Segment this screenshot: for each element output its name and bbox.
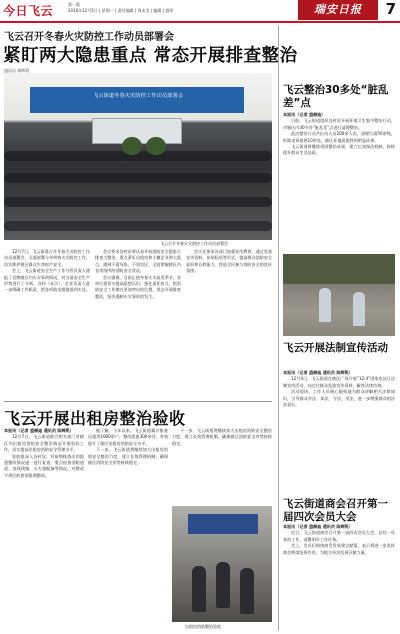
photo-person [192, 566, 206, 612]
section-divider [4, 401, 272, 402]
rental-photo-caption: 出租房消防整治验收 [185, 624, 221, 629]
article-paragraph: 12月7日，飞云街道联合相关部门对辖区内出租房消防安全整治情况开展验收工作，切实提高出租房消防安全管理水平。 [4, 434, 84, 453]
article-paragraph: 会上，飞云街道安全生产工作分管负责人通报了近期辖区内火灾事故情况，对当前安全生产形势进行了分析。各村（社区）、企业负责人进一步明确工作职责，把各项防范措施落到实处。 [4, 268, 90, 293]
photo-plant [146, 137, 166, 155]
meeting-photo [4, 73, 272, 240]
story1-body [283, 112, 395, 250]
article-column [4, 428, 84, 630]
photo-person [240, 568, 254, 614]
story2-headline: 飞云开展法制宣传活动 [283, 342, 388, 354]
masthead-divider [0, 21, 400, 23]
photo-seat-row [4, 173, 272, 183]
newspaper-logo: 瑞安日报 [298, 0, 378, 20]
photo-person [216, 562, 230, 608]
article-paragraph: 会上，会员们围绕商会发展建言献策，表示将进一步发挥商会桥梁纽带作用，为地方经济发展贡献力量。 [283, 543, 395, 555]
rental-byline: 本报讯（记者 盛赫迪 通讯员 陈辉钒） [4, 428, 74, 433]
photo-banner [30, 87, 244, 113]
story3-headline: 飞云街道商会召开第一届四次会员大会 [283, 498, 388, 523]
article-paragraph: 下一步，飞云街道将继续加大出租房消防安全整治力度，建立长效管理机制，确保辖区消防安全形势持续稳定。 [172, 428, 272, 446]
article-paragraph: 会议要求各村居要认真开展消防安全隐患大排查大整治，重点紧盯出租房和小微企业两大重点，做到不留死角、不留盲区，全面掌握辖区内各类场所的消防安全状况。 [95, 249, 181, 274]
story3-byline: 本报讯（记者 盛赫迪 通讯员 陈辉钒） [283, 524, 353, 529]
rental-story-headline: 飞云开展出租房整治验收 [4, 409, 186, 428]
article-paragraph: 12月4日，飞云街道在辖区广场开展“12·4”国家宪法日法制宣传活动，向过往群众发放宣传资料，解答法律咨询。 [283, 376, 395, 388]
article-column [4, 249, 90, 399]
top-story-byline: 通讯员 周辉钒 [4, 68, 30, 73]
article-paragraph: 据了解，今年以来，飞云街道累计排查出租房1000余户，整改隐患300余处，有效提升了辖区出租房消防安全水平。 [88, 428, 168, 446]
masthead-meta [68, 2, 173, 13]
article-paragraph: 日前，飞云街道组织各村居开展环境卫生集中整治行动，对辖区内30多处“脏乱差”点进行清理整治。 [283, 118, 395, 130]
article-paragraph: 12月7日，飞云街道召开冬春火灾防控工作动员部署会，全面部署今冬明春火灾防控工作，切实维护辖区群众生命财产安全。 [4, 249, 90, 267]
story1-headline: 飞云整治30多处“脏乱差”点 [283, 84, 389, 109]
article-paragraph: 会议还要求各部门加强宣传教育，通过发放宣传资料、张贴标语等形式，提高群众消防安全意识和自救能力，营造全民参与消防安全的良好氛围。 [186, 249, 272, 274]
article-paragraph: 验收组深入各村居，对前期排查出的隐患整改情况逐一进行复查，重点检查消防通道、电线线路、灭火器配备等情况，对整改不到位的要求限期整改。 [4, 453, 84, 478]
page-number: 7 [385, 0, 396, 18]
article-paragraph: 会议强调，当前正值冬春火灾高发季节，各单位要切实提高思想认识，强化责任担当，把消防安全工作摆在更加突出的位置，常态开展排查整治，坚决遏制火灾事故的发生。 [95, 274, 181, 299]
photo-banner-text: 飞云街道冬春火灾防控工作动员部署会 [92, 93, 184, 99]
article-column [172, 428, 272, 504]
story3-body [283, 524, 395, 630]
column-divider [278, 26, 279, 630]
article-paragraph: 此次整治行动共出动人员200余人次，清理垃圾50余吨，拆除违章搭建10余处，辖区环境面貌得到明显改善。 [283, 131, 395, 143]
photo-wall [283, 254, 395, 284]
page-label: 第一版 [68, 2, 80, 7]
photo-worker [353, 292, 365, 326]
article-column [186, 249, 272, 399]
story2-body [283, 370, 395, 494]
sanitation-photo [283, 254, 395, 336]
article-column [95, 249, 181, 399]
photo-seat-row [4, 221, 272, 231]
story1-byline: 本报讯（记者 盛赫迪） [283, 112, 326, 117]
article-paragraph: 活动现场，工作人员耐心细致地为群众讲解相关法律知识，引导群众学法、知法、守法、用法，进一步增强群众的法治意识。 [283, 389, 395, 408]
photo-seat-row [4, 197, 272, 207]
top-story-headline: 紧盯两大隐患重点 常态开展排查整治 [3, 46, 298, 66]
section-name: 今日飞云 [3, 4, 54, 18]
article-paragraph: 下一步，飞云街道将继续加大出租房消防安全整治力度，建立长效管理机制，确保辖区消防安全形势持续稳定。 [88, 447, 168, 466]
photo-caption: 飞云召开冬春火灾防控工作动员部署会 [160, 241, 228, 246]
masthead [0, 0, 400, 22]
photo-worker [319, 288, 331, 322]
photo-plant [122, 137, 142, 155]
top-story-kicker: 飞云召开冬春火灾防控工作动员部署会 [4, 32, 174, 43]
issue-info: 2016年12月5日 | 星期一 | 责任编辑 | 周末美 | 编辑 | 盛荣 [68, 7, 174, 13]
photo-sign [188, 514, 258, 534]
story2-byline: 本报讯（记者 盛赫迪 通讯员 陈辉钒） [283, 370, 353, 375]
article-column [88, 428, 168, 630]
article-paragraph: 近日，飞云街道商会召开第一届四次会员大会，总结一年来的工作，部署明年工作任务。 [283, 530, 395, 542]
article-paragraph: 飞云街道将继续巩固整治成果，建立长效保洁机制，持续提升群众生活品质。 [283, 144, 395, 156]
rental-photo [172, 506, 272, 622]
